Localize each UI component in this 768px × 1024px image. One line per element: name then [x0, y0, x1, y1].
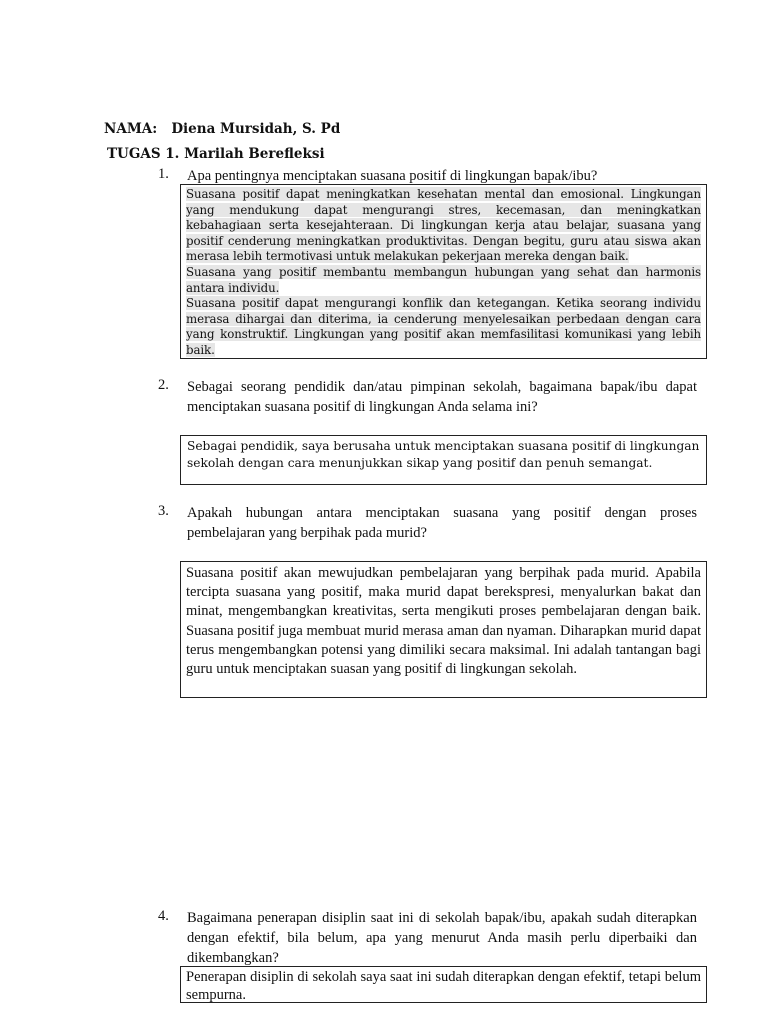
name-line — [104, 121, 340, 137]
answer-4-text: Penerapan disiplin di sekolah saya saat ini sudah diterapkan dengan efektif, tetapi belum sempurna. — [186, 969, 701, 1003]
answer-4-box — [180, 966, 707, 1003]
question-4-text: Bagaimana penerapan disiplin saat ini di sekolah bapak/ibu, apakah sudah diterapkan dengan efektif, bila belum, apa yang menurut Anda masih perlu diperbaiki dan dikembangkan? — [187, 910, 697, 966]
answer-2-text: Sebagai pendidik, saya berusaha untuk menciptakan suasana positif di lingkungan sekolah dengan cara menunjukkan sikap yang positif dan penuh semangat. — [187, 439, 700, 470]
question-1-number: 1. — [158, 166, 169, 182]
answer-1-paragraph-1: Suasana positif dapat meningkatkan kesehatan mental dan emosional. Lingkungan yang mendukung dapat mengurangi stres, kecemasan, dan meningkatkan kebahagiaan serta kesejahteraan. Di lingkungan kerja atau belajar, suasana yang positif cenderung meningkatkan produktivitas. Dengan begitu, guru atau siswa akan merasa lebih termotivasi untuk melakukan pekerjaan mereka dengan baik. — [186, 187, 701, 264]
question-2-number: 2. — [158, 377, 169, 393]
answer-1-box — [180, 184, 707, 359]
name-label: NAMA: — [104, 121, 158, 137]
question-1-text: Apa pentingnya menciptakan suasana positif di lingkungan bapak/ibu? — [187, 168, 598, 184]
answer-1-paragraph-2: Suasana yang positif membantu membangun hubungan yang sehat dan harmonis antara individu. — [186, 264, 701, 295]
answer-2-box — [180, 435, 707, 485]
question-3-text: Apakah hubungan antara menciptakan suasana yang positif dengan proses pembelajaran yang berpihak pada murid? — [187, 505, 697, 541]
question-4-number: 4. — [158, 908, 169, 924]
task-title: TUGAS 1. Marilah Berefleksi — [107, 146, 325, 162]
question-2-text: Sebagai seorang pendidik dan/atau pimpinan sekolah, bagaimana bapak/ibu dapat menciptakan suasana positif di lingkungan Anda selama ini? — [187, 379, 697, 415]
name-value: Diena Mursidah, S. Pd — [171, 121, 341, 137]
answer-3-box — [180, 561, 707, 698]
answer-3-text: Suasana positif akan mewujudkan pembelajaran yang berpihak pada murid. Apabila tercipta suasana yang positif, maka murid dapat berekspresi, menyalurkan bakat dan minat, mengembangkan kreativitas, serta mengikuti proses pembelajaran dengan baik. Suasana positif juga membuat murid merasa aman dan nyaman. Diharapkan murid dapat terus mengembangkan potensi yang dimiliki secara maksimal. Ini adalah tantangan bagi guru untuk menciptakan suasan yang positif di lingkungan sekolah. — [186, 565, 701, 678]
question-3-number: 3. — [158, 503, 169, 519]
answer-1-paragraph-3: Suasana positif dapat mengurangi konflik dan ketegangan. Ketika seorang individu merasa dihargai dan diterima, ia cenderung menyelesaikan perbedaan dengan cara yang konstruktif. Lingkungan yang positif akan memfasilitasi komunikasi yang lebih baik. — [186, 296, 701, 357]
